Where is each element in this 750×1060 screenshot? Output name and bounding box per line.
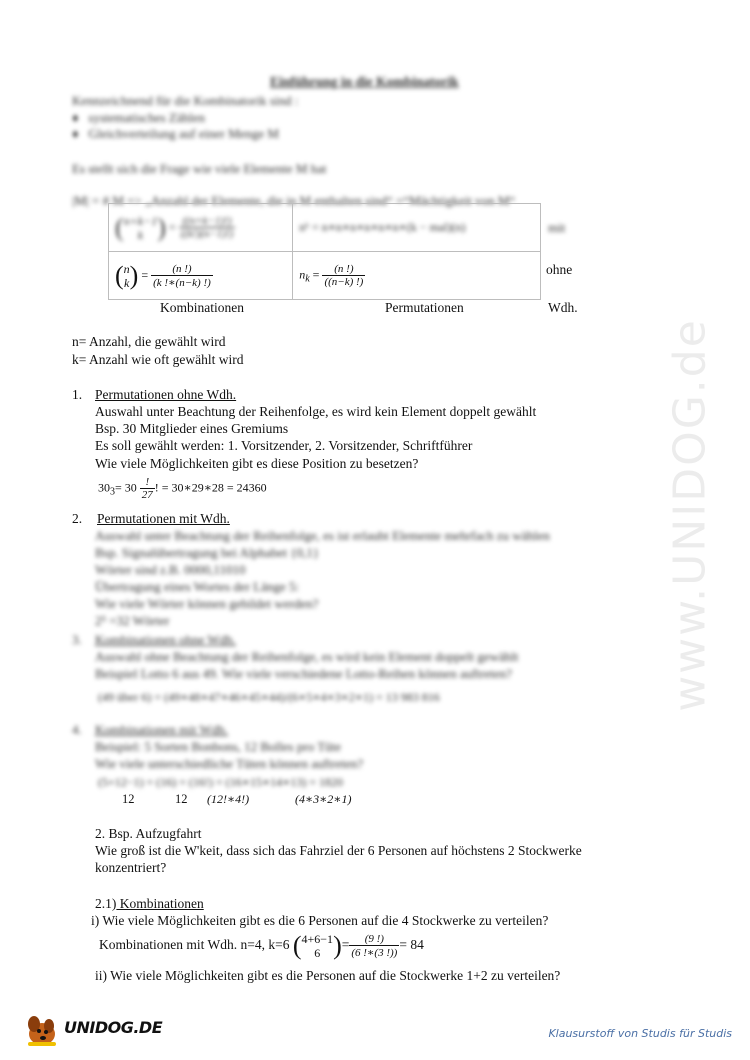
section3-number: 3. (72, 632, 82, 647)
section1-heading: Permutationen ohne Wdh. (95, 387, 237, 402)
section2-line: Wörter sind z.B. 0000,11010 (95, 562, 246, 577)
definition-line: |M| = # M => „Anzahl der Elemente, die in M enthalten sind“ =“Mächtigkeit von M“ (72, 193, 516, 208)
section1-line: Wie viele Möglichkeiten gibt es diese Position zu besetzen? (95, 456, 419, 471)
column-label-wdh: Wdh. (548, 300, 578, 315)
perm-ohne-denominator: ((n−k) !) (324, 276, 364, 288)
section4-bottom: (4∗3∗2∗1) (295, 792, 352, 806)
section4-line: Wie viele unterschiedliche Tüten können auftreten? (95, 756, 364, 771)
note-n: n= Anzahl, die gewählt wird (72, 334, 226, 349)
page-title: Einführung in die Kombinatorik (270, 74, 459, 89)
intro-line: Kennzeichnend für die Kombinatorik sind : (72, 93, 299, 108)
subsection-question-1: i) Wie viele Möglichkeiten gibt es die 6 Personen auf die 4 Stockwerke zu verteilen? (91, 913, 549, 928)
column-label-kombinationen: Kombinationen (160, 300, 244, 315)
section1-line: Bsp. 30 Mitglieder eines Gremiums (95, 421, 289, 436)
example2-question: Wie groß ist die W'keit, dass sich das Fahrziel der 6 Personen auf höchstens 2 Stockwerke (95, 843, 582, 858)
section2-line: Bsp. Signalübertragung bei Alphabet {0,1} (95, 545, 320, 560)
section2-line: Auswahl unter Beachtung der Reihenfolge, es ist erlaubt Elemente mehrfach zu wählen (95, 528, 550, 543)
subsection-question-2: ii) Wie viele Möglichkeiten gibt es die Personen auf die Stockwerke 1+2 zu verteilen? (95, 968, 561, 983)
section4-heading: Kombinationen mit Wdh. (95, 722, 228, 737)
logo-text: UNIDOG.DE (64, 1018, 163, 1037)
komb-ohne-denominator: (k !∗(n−k) !) (153, 276, 211, 289)
section4-bottom: 12 (122, 792, 135, 806)
section2-heading: Permutationen mit Wdh. (97, 511, 230, 526)
watermark: www.UNIDOG.de (664, 318, 716, 712)
column-label-permutationen: Permutationen (385, 300, 464, 315)
table-cell-perm-mit: nᵏ = n∗n∗n∗n∗n∗n∗(k − mal)(n) (293, 204, 541, 252)
section1-line: Auswahl unter Beachtung der Reihenfolge, es wird kein Element doppelt gewählt (95, 404, 537, 419)
example2-question: konzentriert? (95, 860, 167, 875)
perm-ohne-numerator: (n !) (322, 263, 365, 276)
footer-tagline: Klausurstoff von Studis für Studis (548, 1027, 732, 1040)
table-label-mit: mit (548, 220, 566, 235)
komb-label: Kombinationen mit Wdh. n=4, k=6 (99, 937, 290, 953)
example2-heading: 2. Bsp. Aufzugfahrt (95, 826, 202, 841)
dog-logo-icon (22, 1012, 62, 1048)
section2-number: 2. (72, 511, 83, 526)
intro-bullet-1: ♦ systematisches Zählen (72, 110, 205, 125)
section4-line: Beispiel: 5 Sorten Bonbons, 12 Bolles pro Tüte (95, 739, 342, 754)
section1-line: Es soll gewählt werden: 1. Vorsitzender, 2. Vorsitzender, Schriftführer (95, 438, 473, 453)
section3-line: Beispiel Lotto 6 aus 49. Wie viele verschiedene Lotto-Reihen können auftreten? (95, 666, 512, 681)
section3-line: Auswahl ohne Beachtung der Reihenfolge, es wird kein Element doppelt gewählt (95, 649, 519, 664)
table-cell-perm-ohne: $n_k$ = $\frac{(n !)}{((n-k) !)}$ (293, 252, 541, 300)
kombinationen-formula: Kombinationen mit Wdh. n=4, k=6 (4+6−1 6 )= $\frac{(9 !)}{(6 !∗(3 !))}$ = 84 (99, 931, 424, 960)
section1-formula: $30_3= 30$ $\frac{!}{27}$ ! = 30∗29∗28 = 24360 (98, 476, 267, 501)
table-cell-komb-ohne: (n k) = $\frac{(n !)}{(k !∗(n-k) !)}$ (109, 252, 293, 300)
section4-bottom: (12!∗4!) (207, 792, 250, 806)
section3-heading: Kombinationen ohne Wdh. (95, 632, 236, 647)
table-label-ohne: ohne (546, 262, 573, 277)
section1-number: 1. (72, 387, 83, 402)
section4-formula: (5+12−1) = (16) = (16!) = (16∗15∗14∗13) = 1820 (98, 775, 344, 789)
unidog-logo[interactable] (22, 1012, 163, 1048)
subsection-heading: 2.1) Kombinationen (95, 896, 204, 911)
section3-formula: (49 über 6) = (49∗48∗47∗46∗45∗44)/(6∗5∗4∗3∗2∗1) = 13 983 816 (98, 690, 440, 704)
note-k: k= Anzahl wie oft gewählt wird (72, 352, 244, 367)
section2-line: Übertragung eines Wortes der Länge 5: (95, 579, 300, 594)
section2-line: Wie viele Wörter können gebildet werden? (95, 596, 319, 611)
formula-table (108, 203, 541, 300)
question-line: Es stellt sich die Frage wie viele Elemente M hat (72, 161, 327, 176)
intro-bullet-2: ♦ Gleichverteilung auf einer Menge M (72, 126, 279, 141)
section4-number: 4. (72, 722, 82, 737)
table-cell-komb-mit: (n+k−1 k ) = $\frac{((n+k-1)!)}{((k!)(n-1)!)}$ (109, 204, 293, 252)
komb-ohne-numerator: (n !) (151, 263, 213, 276)
section4-bottom: 12 (175, 792, 188, 806)
section2-line: 2⁵ =32 Wörter (95, 613, 170, 628)
